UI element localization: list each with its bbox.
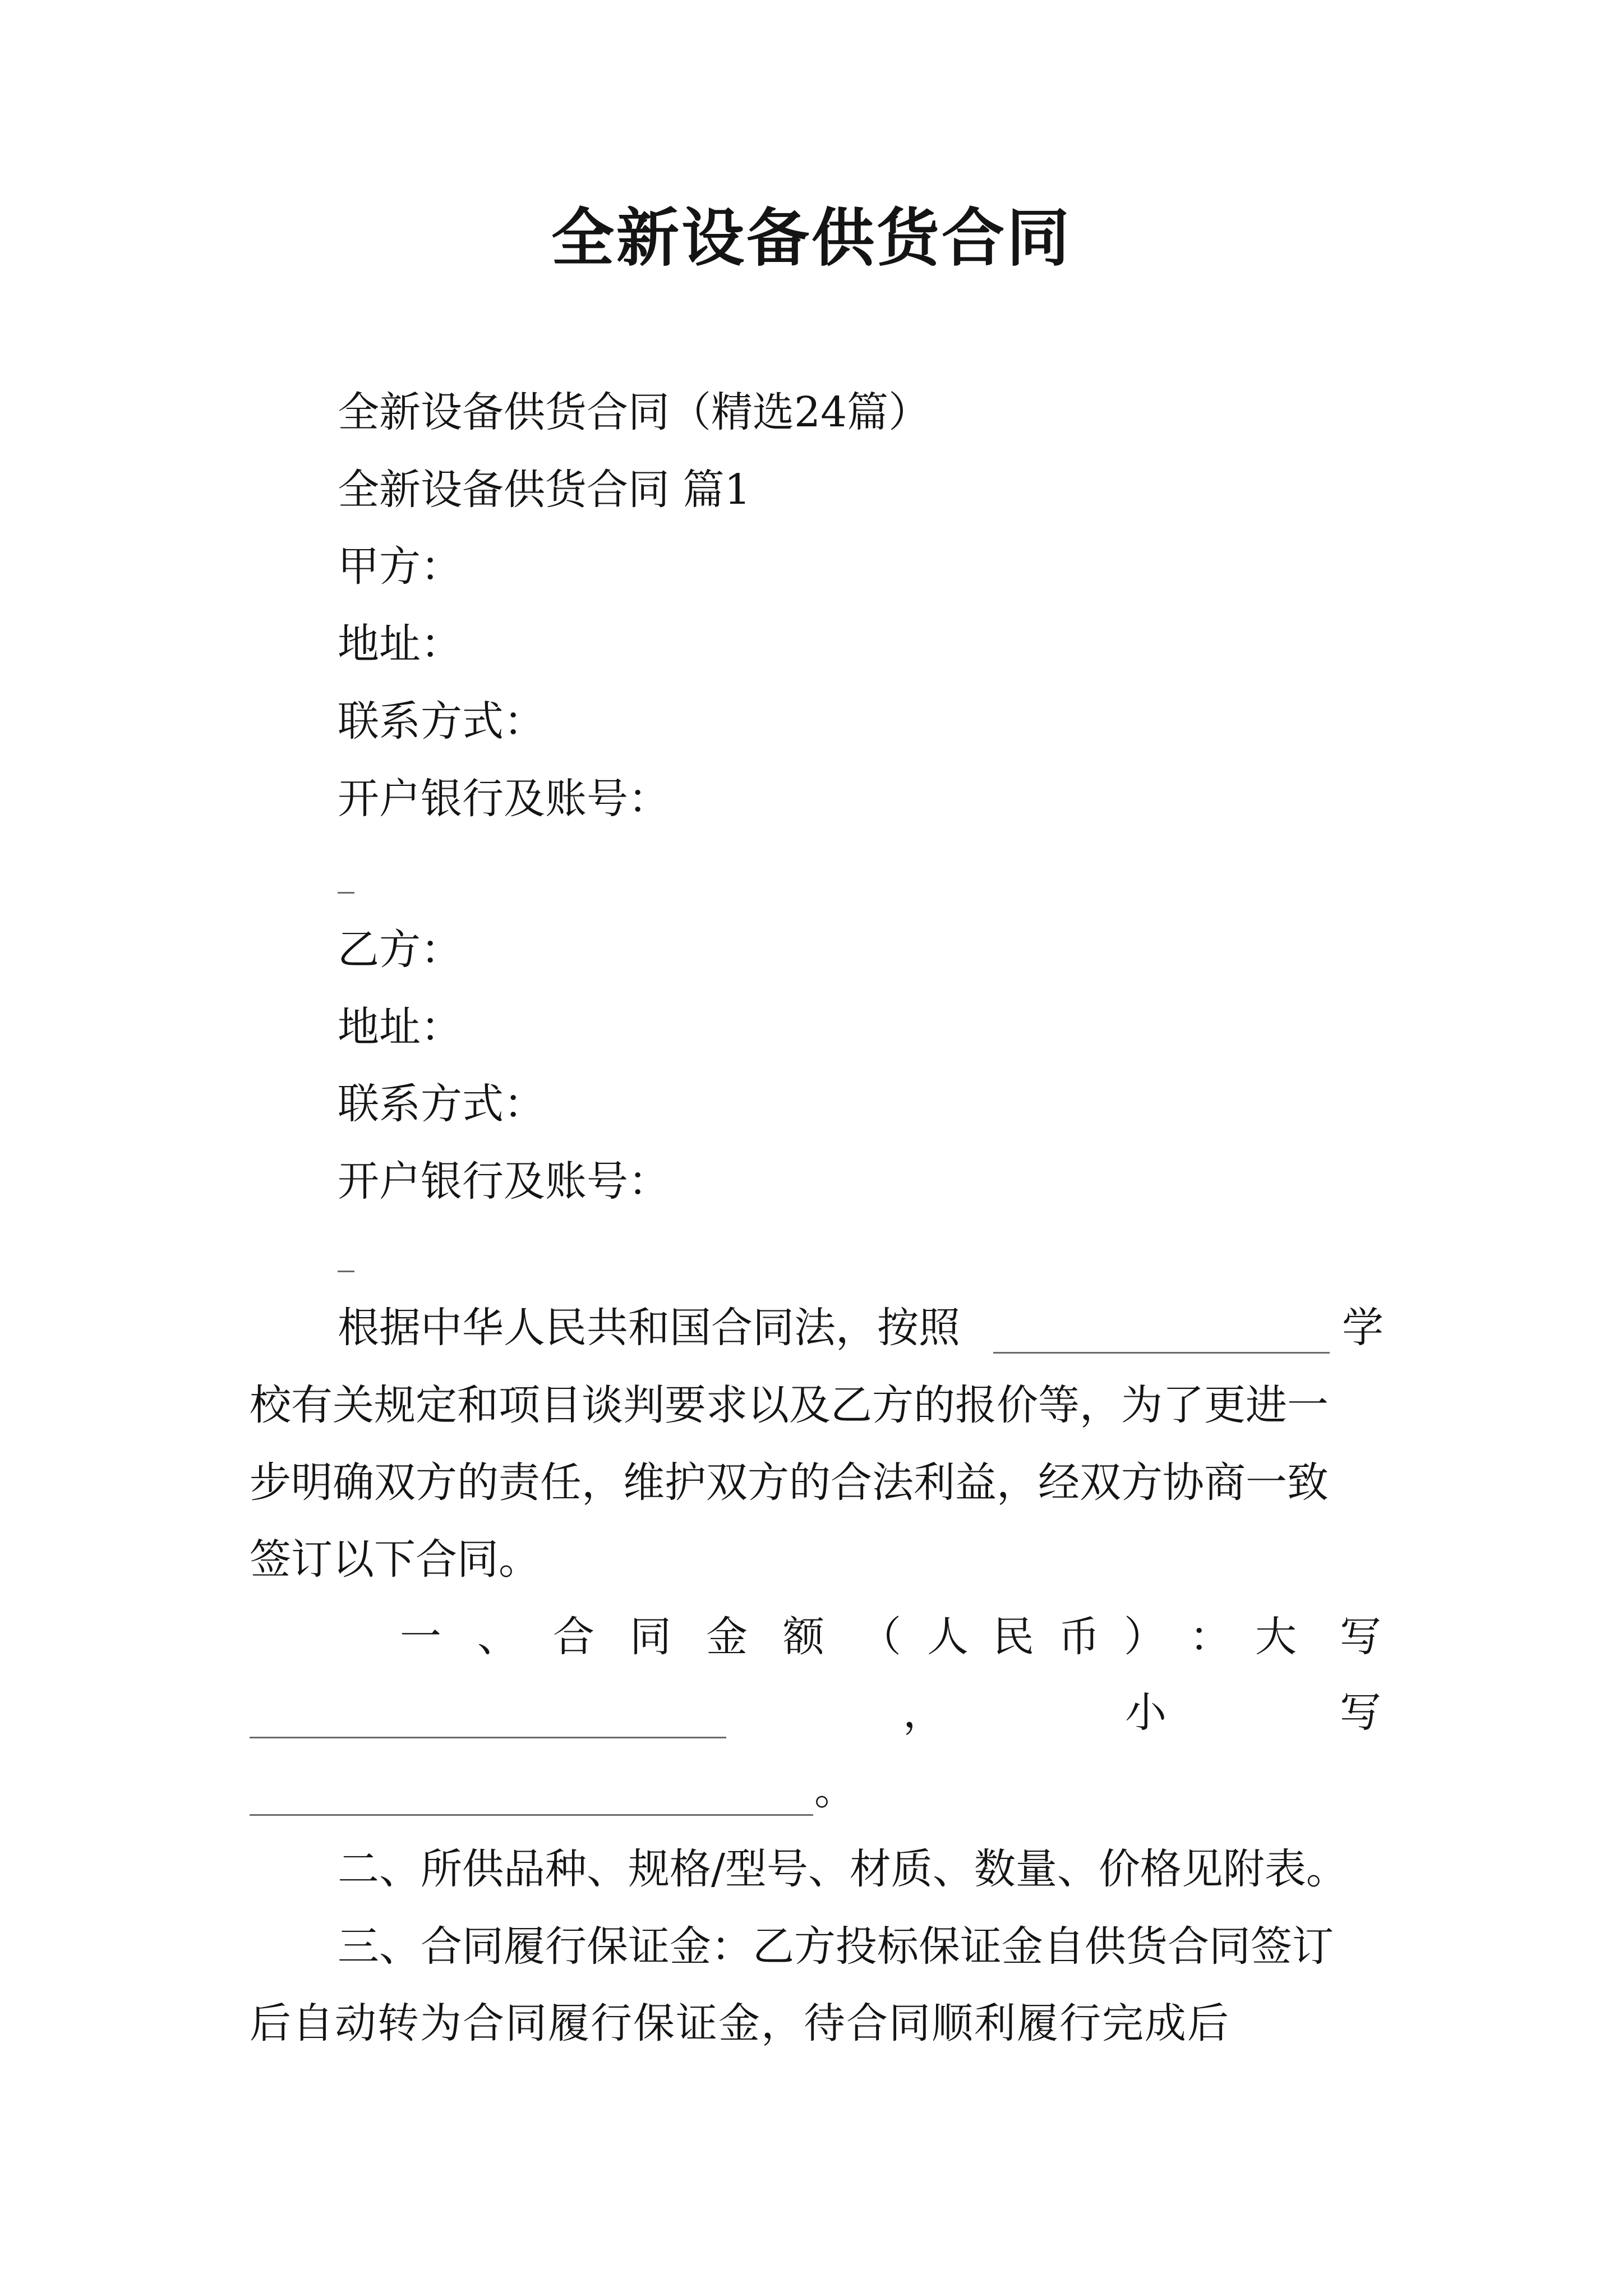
clause-3-line-2: 后自动转为合同履行保证金，待合同顺利履行完成后: [250, 1999, 1230, 2047]
party-b-blank-line: [338, 1271, 354, 1272]
section-heading: 全新设备供货合同 篇1: [338, 466, 751, 514]
clause1-char: 金: [706, 1613, 748, 1661]
clause1-char: 额: [783, 1613, 824, 1661]
party-a-bank: 开户银行及账号：: [338, 775, 670, 823]
clause1-char: 大: [1255, 1613, 1297, 1661]
clause1-small: 小: [1125, 1688, 1166, 1737]
clause1-write: 写: [1340, 1688, 1381, 1737]
party-b-label: 乙方：: [338, 926, 462, 974]
clause1-char: 、: [477, 1613, 519, 1661]
clause1-char: ）: [1124, 1613, 1165, 1661]
intro-line-1-start: 根据中华人民共和国合同法，按照: [338, 1304, 960, 1352]
clause1-char: 民: [993, 1613, 1034, 1661]
party-a-label: 甲方：: [338, 542, 462, 591]
party-a-address: 地址：: [338, 620, 462, 668]
party-a-blank-line: [338, 892, 354, 894]
amount-lowercase-blank: [250, 1814, 813, 1816]
clause-3-line-1: 三、合同履行保证金：乙方投标保证金自供货合同签订: [338, 1922, 1334, 1971]
amount-uppercase-blank: [250, 1737, 726, 1738]
clause1-char: 币: [1058, 1613, 1100, 1661]
clause1-char: 人: [927, 1613, 969, 1661]
clause1-char: 写: [1340, 1613, 1381, 1661]
school-name-blank: [993, 1352, 1330, 1354]
clause-2: 二、所供品种、规格/型号、材质、数量、价格见附表。: [338, 1845, 1348, 1893]
party-b-contact: 联系方式：: [338, 1080, 545, 1128]
document-title: 全新设备供货合同: [551, 201, 1072, 275]
intro-line-1-end: 学: [1342, 1304, 1384, 1352]
clause1-char: （: [860, 1613, 901, 1661]
party-b-address: 地址：: [338, 1003, 462, 1051]
clause1-end: 。: [814, 1766, 856, 1814]
party-a-contact: 联系方式：: [338, 697, 545, 746]
clause1-char: 合: [553, 1613, 594, 1661]
intro-line-3: 步明确双方的责任，维护双方的合法利益，经双方协商一致: [250, 1458, 1329, 1507]
document-subtitle: 全新设备供货合同（精选24篇）: [338, 388, 930, 436]
intro-line-4: 签订以下合同。: [250, 1535, 540, 1584]
clause1-char: 一: [400, 1613, 441, 1661]
intro-line-2: 校有关规定和项目谈判要求以及乙方的报价等，为了更进一: [250, 1381, 1329, 1429]
clause1-char: ：: [1189, 1613, 1231, 1661]
party-b-bank: 开户银行及账号：: [338, 1157, 670, 1205]
clause1-char: 同: [630, 1613, 671, 1661]
clause1-comma: ，: [903, 1688, 944, 1737]
